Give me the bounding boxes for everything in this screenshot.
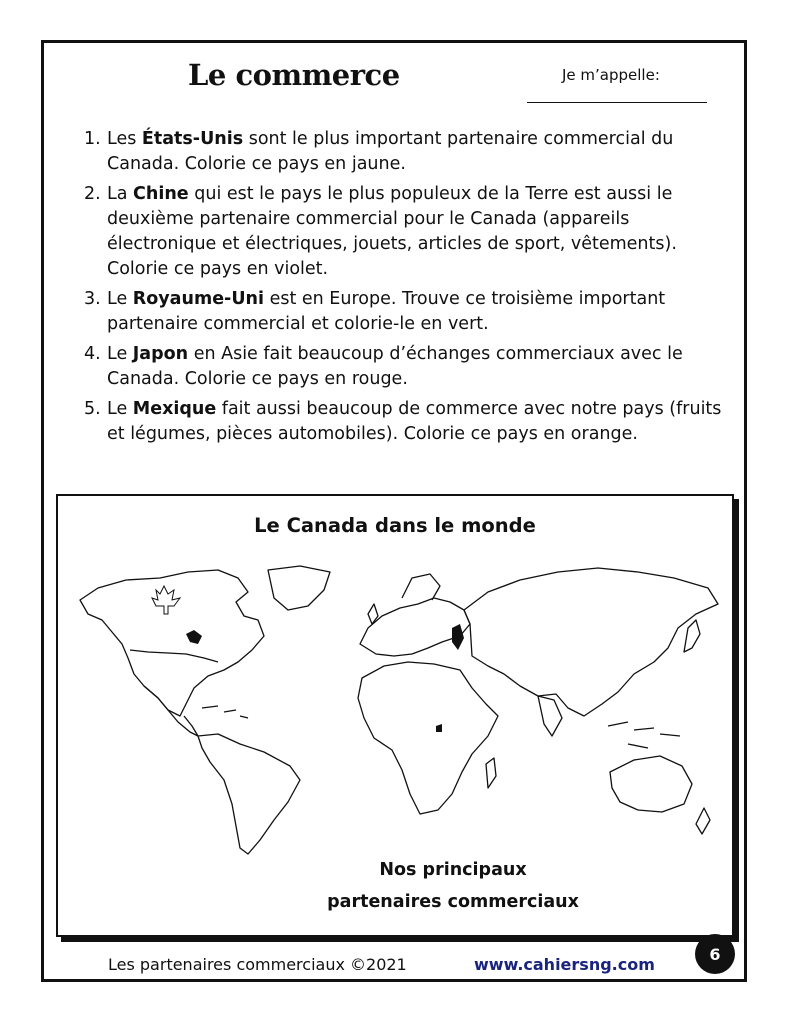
instruction-text: Le	[107, 344, 133, 364]
great-lakes	[186, 630, 202, 644]
instruction-number: 1.	[84, 129, 101, 149]
map-caption	[283, 854, 623, 918]
instruction-text: est en Europe. Trouve ce troisième important partenaire commercial et colorie-le en vert.	[107, 289, 666, 334]
instruction-text: Les	[107, 129, 142, 149]
map-title: Le Canada dans le monde	[254, 514, 536, 537]
instruction-number: 4.	[84, 344, 101, 364]
southeast-asia-islands	[608, 722, 680, 748]
instruction-text: sont le plus important partenaire commercial du Canada. Colorie ce pays en jaune.	[107, 129, 674, 174]
instruction-number: 5.	[84, 399, 101, 419]
australia-outline	[610, 756, 692, 812]
country-name: Royaume-Uni	[132, 289, 264, 309]
lake-victoria	[436, 724, 442, 732]
instruction-number: 2.	[84, 184, 101, 204]
page-title: Le commerce	[188, 58, 400, 92]
india-outline	[538, 696, 562, 736]
instruction-list	[72, 127, 732, 452]
footer-website-link[interactable]: www.cahiersng.com	[474, 955, 655, 974]
instruction-text: en Asie fait beaucoup d’échanges commerciaux avec le Canada. Colorie ce pays en rouge.	[107, 344, 683, 389]
instruction-item	[72, 127, 732, 177]
greenland-outline	[268, 566, 330, 610]
page-number-badge: 6	[695, 934, 735, 974]
europe-outline	[360, 598, 470, 656]
instruction-text: Le	[107, 289, 133, 309]
caspian-sea	[452, 624, 464, 650]
asia-outline	[464, 568, 718, 716]
instruction-number: 3.	[84, 289, 101, 309]
instruction-text: Le	[107, 399, 133, 419]
instruction-item	[72, 182, 732, 282]
instruction-item	[72, 287, 732, 337]
instruction-item	[72, 342, 732, 392]
maple-leaf-icon	[152, 586, 180, 614]
canada-usa-border	[130, 650, 218, 662]
footer-copyright: Les partenaires commerciaux ©2021	[108, 955, 407, 974]
africa-outline	[358, 662, 498, 814]
map-frame	[56, 494, 734, 937]
world-map[interactable]	[68, 558, 728, 858]
scandinavia-outline	[402, 574, 440, 600]
caribbean-islands	[202, 706, 248, 718]
map-caption-line-2: partenaires commerciaux	[327, 892, 579, 912]
instruction-item	[72, 397, 732, 447]
instruction-text: La	[107, 184, 134, 204]
country-name: Japon	[132, 344, 189, 364]
country-name: États-Unis	[141, 129, 244, 149]
country-name: Mexique	[132, 399, 217, 419]
japan-outline	[684, 620, 700, 652]
south-america-outline	[198, 734, 300, 854]
madagascar-outline	[486, 758, 496, 788]
name-label: Je m’appelle:	[562, 66, 660, 84]
country-name: Chine	[133, 184, 189, 204]
name-write-line[interactable]	[527, 102, 707, 103]
map-caption-line-1: Nos principaux	[379, 860, 527, 880]
instruction-text: qui est le pays le plus populeux de la Terre est aussi le deuxième partenaire commercial pour le Canada (appareils électronique et électriques, jouets, articles de sport, vêtements). Colorie ce pays en violet.	[107, 184, 677, 279]
instruction-text: fait aussi beaucoup de commerce avec notre pays (fruits et légumes, pièces automobiles). Colorie ce pays en orange.	[107, 399, 722, 444]
new-zealand-outline	[696, 808, 710, 834]
